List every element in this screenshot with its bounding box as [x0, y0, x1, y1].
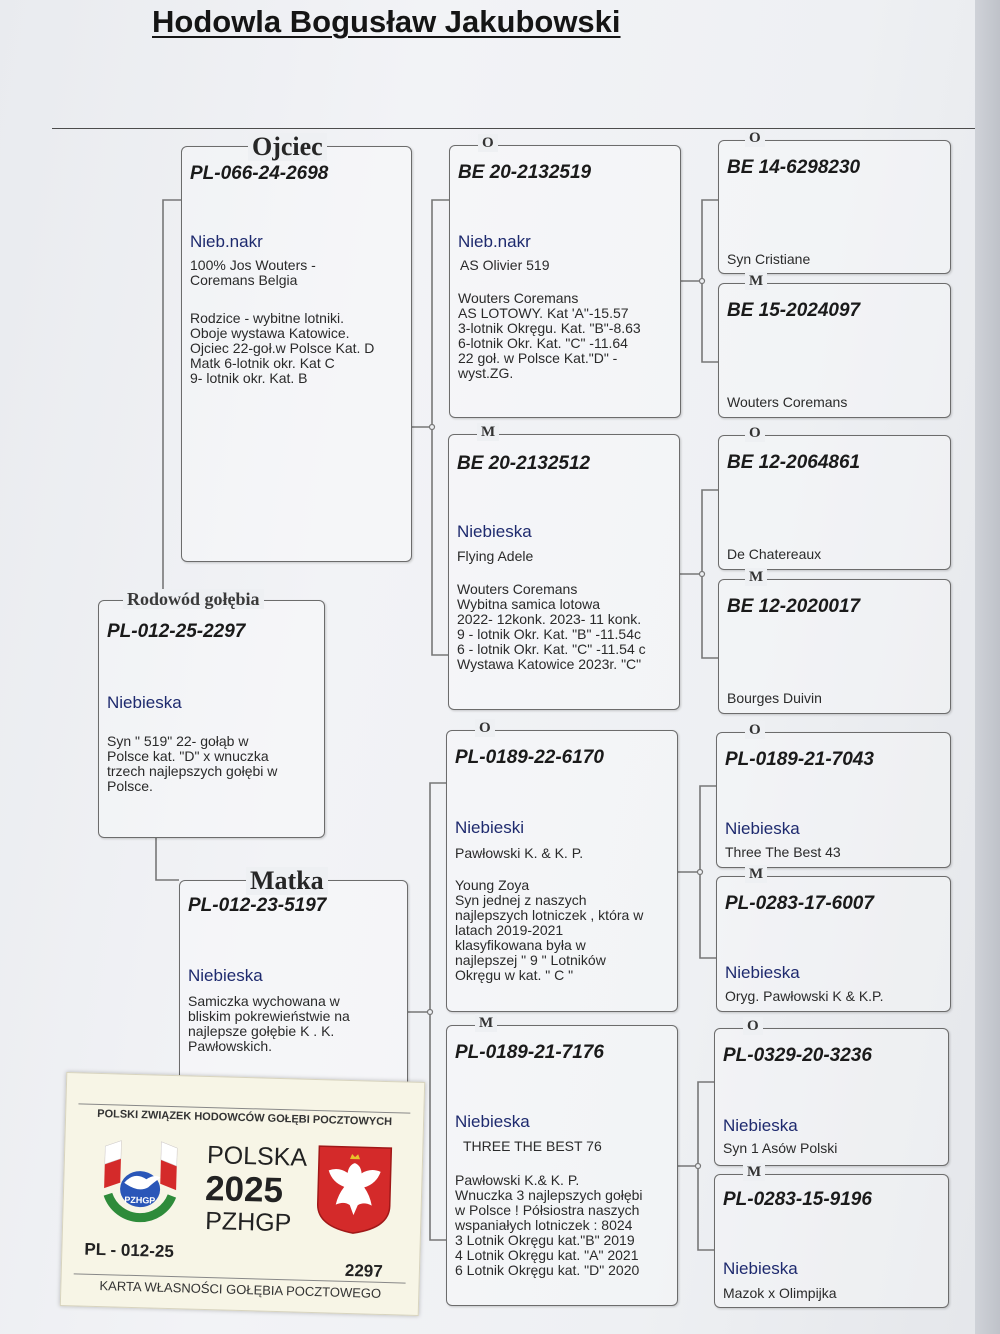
- fff-note: Syn Cristiane: [727, 251, 811, 267]
- mm-ring: PL-0189-21-7176: [455, 1042, 604, 1063]
- mf-name: Pawłowski K. & K. P.: [455, 845, 584, 861]
- fmm-ring: BE 12-2020017: [727, 596, 861, 617]
- fm-box: [448, 424, 680, 710]
- mmm-note: Mazok x Olimpijka: [723, 1285, 837, 1301]
- fmm-note: Bourges Duivin: [727, 690, 822, 706]
- mother-desc: Samiczka wychowana w bliskim pokrewieństwie na najlepsze gołębie K . K. Pawłowskich.: [188, 993, 350, 1054]
- polish-eagle-icon: [313, 1142, 396, 1236]
- mfm-box: [716, 866, 951, 1012]
- fm-name: Flying Adele: [457, 548, 534, 564]
- mf-color: Niebieski: [455, 818, 524, 837]
- ff-ring: BE 20-2132519: [458, 162, 592, 183]
- mmm-color: Niebieska: [723, 1259, 798, 1278]
- pzhgp-logo-icon: [89, 1132, 192, 1235]
- ff-desc: Wouters Coremans AS LOTOWY. Kat 'A"-15.57 3-lotnik Okręgu. Kat. "B"-8.63 6-lotnik Okr. Kat. "C" -11.64 22 goł. w Polsce Kat."D" - wyst.ZG.: [458, 290, 641, 381]
- mfm-sex: M: [745, 865, 767, 883]
- ff-sex: O: [478, 134, 498, 152]
- mmf-ring: PL-0329-20-3236: [723, 1045, 872, 1066]
- subject-desc: Syn " 519" 22- gołąb w Polsce kat. "D" x wnuczka trzech najlepszych gołębi w Polsce.: [107, 733, 278, 794]
- mm-color: Niebieska: [455, 1112, 530, 1131]
- mmf-note: Syn 1 Asów Polski: [723, 1140, 838, 1156]
- mm-box: [446, 1015, 678, 1306]
- fmf-sex: O: [745, 424, 765, 442]
- ffm-note: Wouters Coremans: [727, 394, 848, 410]
- mm-sex: M: [475, 1014, 497, 1032]
- svg-text:PZHGP: PZHGP: [124, 1194, 156, 1206]
- mmf-sex: O: [743, 1017, 763, 1035]
- mff-color: Niebieska: [725, 819, 800, 838]
- ffm-box: [718, 273, 951, 418]
- mmm-ring: PL-0283-15-9196: [723, 1189, 872, 1210]
- mf-sex: O: [475, 719, 495, 737]
- mf-box: [446, 720, 678, 1012]
- fm-desc: Wouters Coremans Wybitna samica lotowa 2022- 12konk. 2023- 11 konk. 9 - lotnik Okr. Kat. "B" -11.54c 6 - lotnik Okr. Kat. "C" -11.54 c Wystawa Katowice 2023r. "C": [457, 581, 646, 672]
- father-origin: 100% Jos Wouters - Coremans Belgia: [190, 257, 316, 288]
- fm-sex: M: [477, 423, 499, 441]
- card-footer: KARTA WŁASNOŚCI GOŁĘBIA POCZTOWEGO: [99, 1278, 382, 1301]
- ff-color: Nieb.nakr: [458, 232, 531, 251]
- mf-desc: Young Zoya Syn jednej z naszych najlepszych lotniczek , która w latach 2019-2021 klasyfikowana była w najlepszej " 9 " Lotników Okręgu w kat. " C ": [455, 877, 644, 983]
- father-ring: PL-066-24-2698: [190, 163, 329, 184]
- fff-box: [718, 130, 951, 274]
- fmf-box: [718, 425, 951, 570]
- card-ring-left: PL - 012-25: [84, 1239, 175, 1262]
- mm-desc: Pawłowski K.& K. P. Wnuczka 3 najlepszych gołębi w Polsce ! Półsiostra naszych wspaniałych lotniczek : 8024 3 Lotnik Okręgu kat."B" 2019 4 Lotnik Okręgu kat. "A" 2021 6 Lotnik Okręgu kat. "D" 2020: [455, 1172, 643, 1278]
- mother-color: Niebieska: [188, 966, 263, 985]
- connector-subject-father: [163, 200, 181, 598]
- pedigree-label: Rodowód gołębia: [123, 589, 264, 609]
- card-association: POLSKI ZWIĄZEK HODOWCÓW GOŁĘBI POCZTOWYCH: [97, 1107, 393, 1129]
- mmf-box: [714, 1018, 949, 1166]
- card-country: POLSKA: [206, 1141, 308, 1172]
- card-year: 2025: [204, 1168, 284, 1211]
- fmm-box: [718, 569, 951, 714]
- connector-subject-mother: [156, 838, 179, 880]
- fmm-sex: M: [745, 568, 767, 586]
- fm-color: Niebieska: [457, 522, 532, 541]
- ff-name: AS Olivier 519: [460, 257, 550, 273]
- father-color: Nieb.nakr: [190, 232, 263, 251]
- mmf-color: Niebieska: [723, 1116, 798, 1135]
- page-title: Hodowla Bogusław Jakubowski: [152, 4, 621, 39]
- mff-box: [716, 722, 951, 868]
- mff-ring: PL-0189-21-7043: [725, 749, 874, 770]
- fmf-note: De Chatereaux: [727, 546, 822, 562]
- mff-sex: O: [745, 721, 765, 739]
- father-desc: Rodzice - wybitne lotniki. Oboje wystawa Katowice. Ojciec 22-goł.w Polsce Kat. D Matk 6-lotnik okr. Kat C 9- lotnik okr. Kat. B: [190, 310, 375, 386]
- card-org: PZHGP: [204, 1206, 292, 1238]
- father-box: [181, 132, 412, 562]
- fmf-ring: BE 12-2064861: [727, 452, 861, 473]
- fff-ring: BE 14-6298230: [727, 157, 861, 178]
- mother-label: Matka: [246, 867, 328, 895]
- subject-color: Niebieska: [107, 693, 182, 712]
- mff-note: Three The Best 43: [725, 844, 841, 860]
- fff-sex: O: [745, 129, 765, 147]
- mf-ring: PL-0189-22-6170: [455, 747, 604, 768]
- mother-ring: PL-012-23-5197: [188, 895, 327, 916]
- ffm-ring: BE 15-2024097: [727, 300, 861, 321]
- mfm-ring: PL-0283-17-6007: [725, 893, 874, 914]
- father-label: Ojciec: [248, 133, 327, 161]
- mmm-box: [714, 1164, 949, 1308]
- mfm-color: Niebieska: [725, 963, 800, 982]
- fm-ring: BE 20-2132512: [457, 453, 591, 474]
- ownership-card: [60, 1072, 425, 1316]
- card-ring-right: 2297: [344, 1260, 383, 1281]
- subject-box: [98, 589, 325, 838]
- mfm-note: Oryg. Pawłowski K & K.P.: [725, 988, 884, 1004]
- mmm-sex: M: [743, 1163, 765, 1181]
- ff-box: [449, 135, 681, 418]
- subject-ring: PL-012-25-2297: [107, 621, 246, 642]
- ffm-sex: M: [745, 272, 767, 290]
- mm-name: THREE THE BEST 76: [463, 1138, 602, 1154]
